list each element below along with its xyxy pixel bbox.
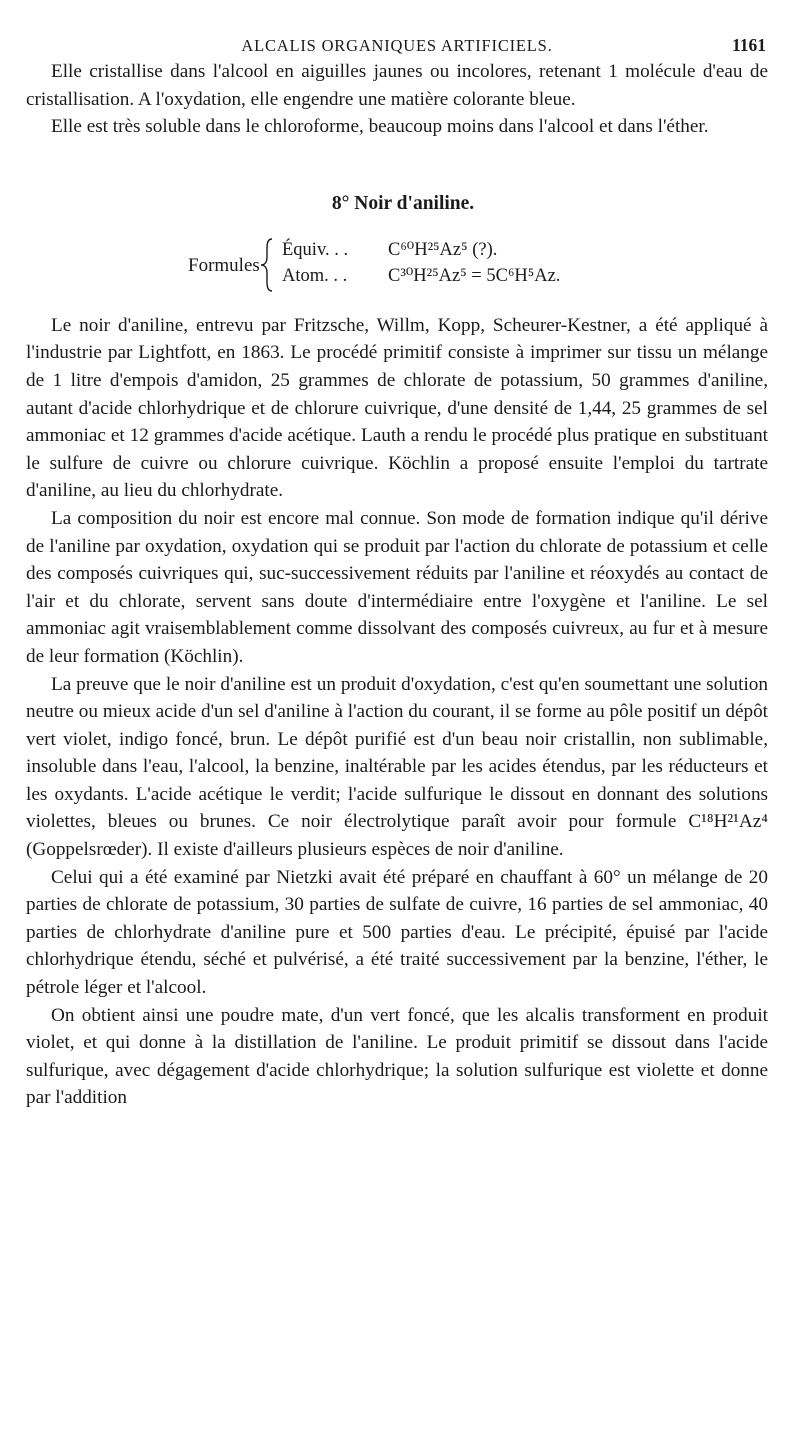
paragraph: Le noir d'aniline, entrevu par Fritzsche, Willm, Kopp, Scheurer-Kestner, a été appliqué à l'industrie par Lightfott, en 1863. Le procédé primitif consiste à imprimer sur tissu un mélange de 1 litre d'empois d'amidon, 25 grammes de chlorate de potassium, 50 grammes d'aniline, autant d'acide chlorhydrique et de chlorure cuivrique, d'une densité de 1,44, 25 grammes de sel ammoniac et 12 grammes d'acide acétique. Lauth a rendu le procédé plus pratique en substituant le sulfure de cuivre ou chlorure cuivrique. Köchlin a proposé ensuite l'emploi du tartrate d'aniline, au lieu du chlorhydrate. bbox=[26, 314, 768, 502]
paragraph: Celui qui a été examiné par Nietzki avait été préparé en chauffant à 60° un mélange de 20 parties de chlorate de potassium, 30 parties de sulfate de cuivre, 16 parties de sel ammoniac, 40 parties de chlorhydrate d'aniline pure et 500 parties d'eau. Le précipité, épuisé par l'acide chlorhydrique étendu, séché et pulvérisé, a été traité successivement par la benzine, l'éther, le pétrole léger et l'alcool. bbox=[26, 866, 768, 999]
paragraph: La preuve que le noir d'aniline est un produit d'oxydation, c'est qu'en soumettant une solution neutre ou mieux acide d'un sel d'aniline à l'action du courant, il se forme au pôle positif un dépôt vert violet, indigo foncé, brun. Le dépôt purifié est d'un beau noir cristallin, non sublimable, insoluble dans l'eau, l'alcool, la benzine, inaltérable par les acides étendus, par les réducteurs et les oxydants. L'acide acétique le verdit; l'acide sulfurique le dissout en donnant des solutions violettes, bleues ou brunes. Ce noir électrolytique paraît avoir pour formule C¹⁸H²¹Az⁴ (Goppelsrœder). Il existe d'ailleurs plusieurs espèces de noir d'aniline. bbox=[26, 673, 768, 861]
page-number: 1161 bbox=[731, 35, 766, 55]
formulas-block bbox=[26, 237, 768, 309]
formula-value: C³⁰H²⁵Az⁵ = 5C⁶H⁵Az. bbox=[388, 265, 561, 286]
paragraph: La composition du noir est encore mal connue. Son mode de formation indique qu'il dérive de l'aniline par oxydation, oxydation qui se produit par l'action du chlorate de potassium et celle des composés cuivriques qui, suc-successivement réduits par l'aniline et réoxydés au contact de l'air et du chlorate, servent sans doute d'intermédiaire entre l'oxygène et l'aniline. Le sel ammoniac agit vraisemblablement comme dissolvant des composés cuivreux, au fur et à mesure de leur formation (Köchlin). bbox=[26, 507, 768, 667]
running-header bbox=[26, 0, 768, 58]
formula-row-equiv bbox=[282, 239, 497, 261]
paragraph: Elle cristallise dans l'alcool en aiguilles jaunes ou incolores, retenant 1 molécule d'eau de cristallisation. A l'oxydation, elle engendre une matière colorante bleue. bbox=[26, 61, 768, 110]
formula-kind: Équiv. . . bbox=[282, 239, 349, 260]
running-title: ALCALIS ORGANIQUES ARTIFICIELS. bbox=[241, 36, 553, 55]
body-text bbox=[26, 312, 768, 1112]
formulas-label: Formules bbox=[188, 254, 260, 276]
formula-row-atom bbox=[282, 265, 560, 287]
paragraph: On obtient ainsi une poudre mate, d'un vert foncé, que les alcalis transforment en produit violet, et qui donne à la distillation de l'aniline. Le produit primitif se dissout dans l'acide sulfurique, avec dégagement d'acide chlorhydrique; la solution sulfurique est violette et donne par l'addition bbox=[26, 1004, 768, 1109]
curly-brace-icon bbox=[260, 237, 274, 293]
section-title: 8° Noir d'aniline. bbox=[331, 192, 475, 214]
formula-kind: Atom. . . bbox=[282, 265, 348, 286]
book-page bbox=[26, 0, 768, 1112]
paragraph: Elle est très soluble dans le chloroforme, beaucoup moins dans l'alcool et dans l'éther. bbox=[51, 116, 709, 138]
formula-value: C⁶⁰H²⁵Az⁵ (?). bbox=[388, 239, 498, 260]
